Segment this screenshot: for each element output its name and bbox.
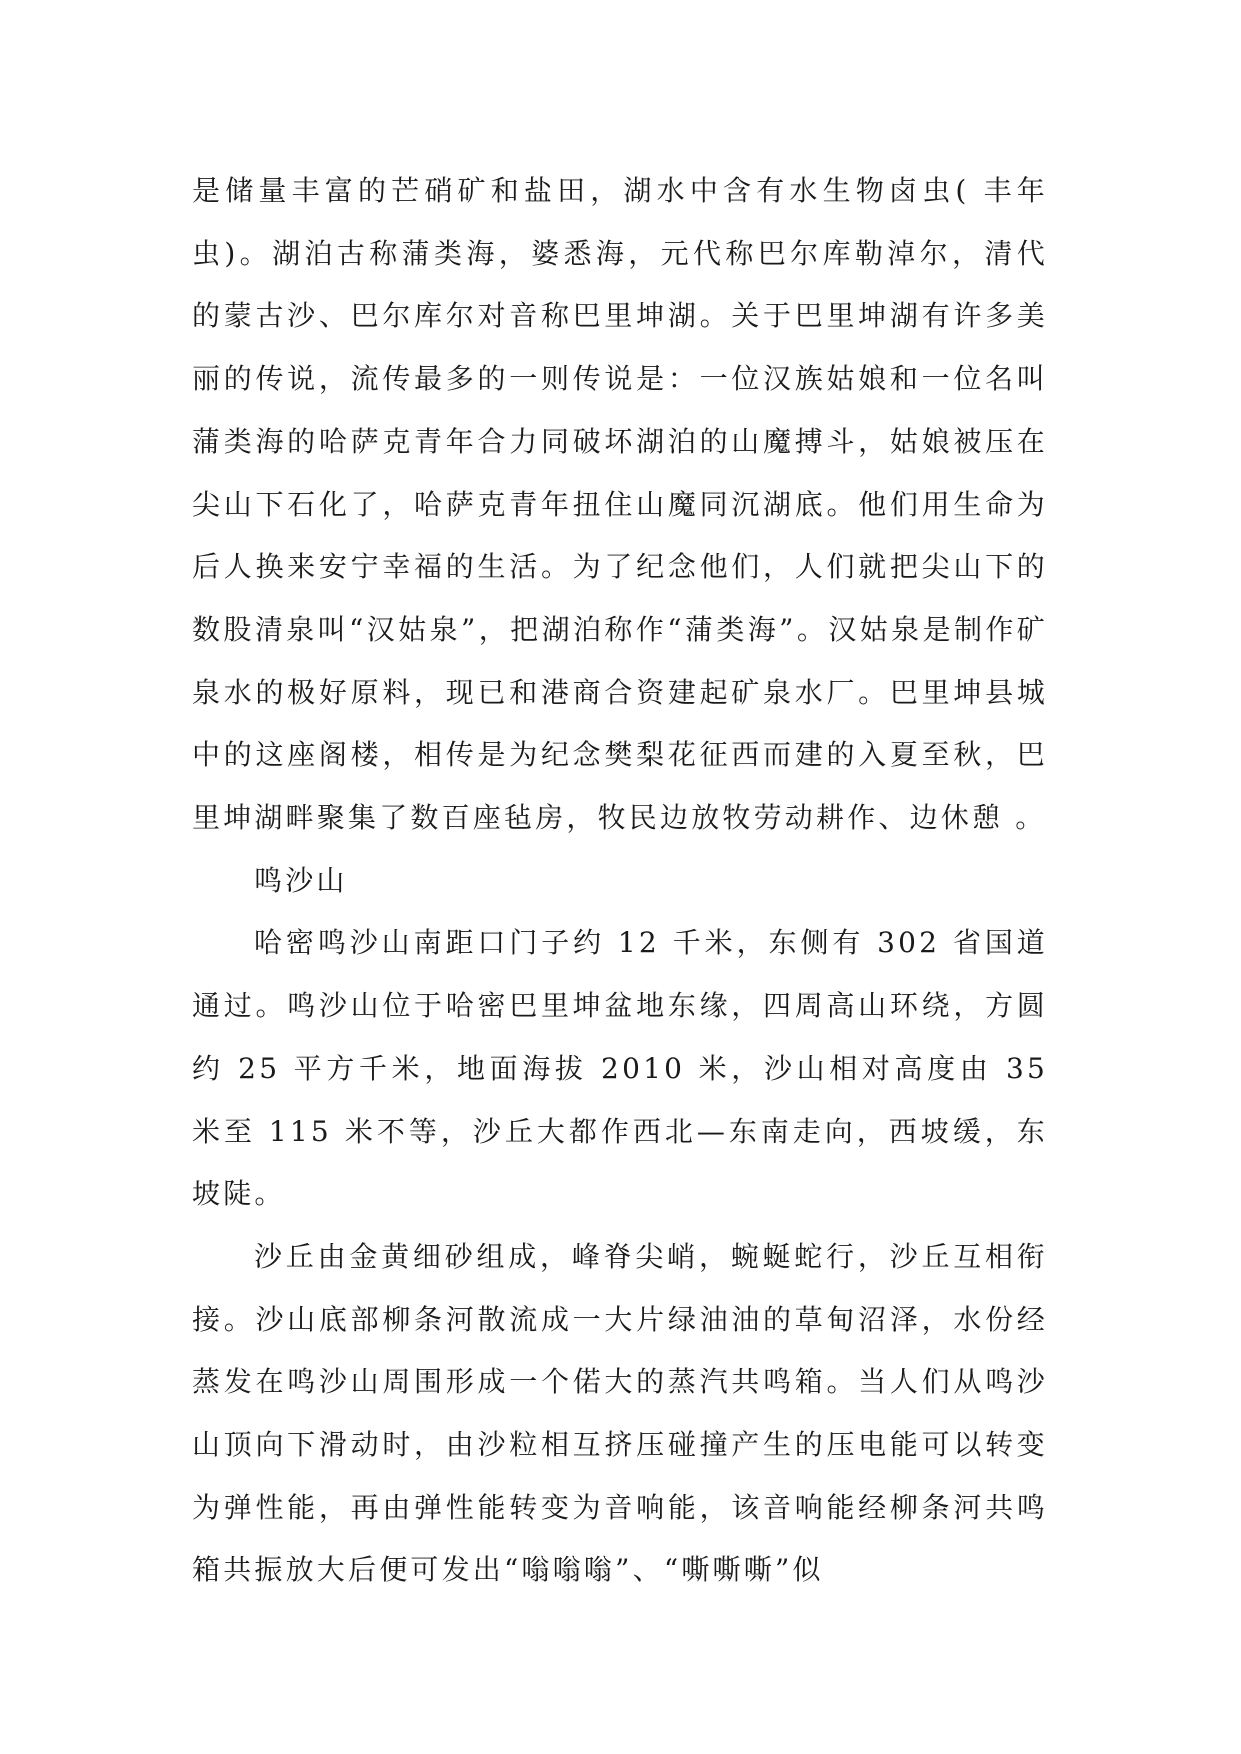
- paragraph-lake-legend: 是储量丰富的芒硝矿和盐田，湖水中含有水生物卤虫( 丰年虫)。湖泊古称蒲类海，婆悉海，元代称巴尔库勒淖尔，清代的蒙古沙、巴尔库尔对音称巴里坤湖。关于巴里坤湖有许多美丽的传说，流传最多的一则传说是：一位汉族姑娘和一位名叫蒲类海的哈萨克青年合力同破坏湖泊的山魔搏斗，姑娘被压在尖山下石化了，哈萨克青年扭住山魔同沉湖底。他们用生命为后人换来安宁幸福的生活。为了纪念他们，人们就把尖山下的数股清泉叫“汉姑泉”，把湖泊称作“蒲类海”。汉姑泉是制作矿泉水的极好原料，现已和港商合资建起矿泉水厂。巴里坤县城中的这座阁楼，相传是为纪念樊梨花征西而建的入夏至秋，巴里坤湖畔聚集了数百座毡房，牧民边放牧劳动耕作、边休憩 。: [192, 174, 1048, 835]
- document-page: [192, 160, 1048, 1602]
- paragraph-mingshashan-location: 哈密鸣沙山南距口门子约 12 千米，东侧有 302 省国道通过。鸣沙山位于哈密巴里坤盆地东缘，四周高山环绕，方圆约 25 平方千米，地面海拔 2010 米，沙山相对高度由 35 米至 115 米不等，沙丘大都作西北—东南走向，西坡缓，东坡陡。: [192, 926, 1048, 1211]
- paragraph-mingshashan-sound: 沙丘由金黄细砂组成，峰脊尖峭，蜿蜒蛇行，沙丘互相衔接。沙山底部柳条河散流成一大片绿油油的草甸沼泽，水份经蒸发在鸣沙山周围形成一个偌大的蒸汽共鸣箱。当人们从鸣沙山顶向下滑动时，由沙粒相互挤压碰撞产生的压电能可以转变为弹性能，再由弹性能转变为音响能，该音响能经柳条河共鸣箱共振放大后便可发出“嗡嗡嗡”、“嘶嘶嘶”似: [192, 1239, 1048, 1587]
- section-heading: 鸣沙山: [254, 863, 348, 897]
